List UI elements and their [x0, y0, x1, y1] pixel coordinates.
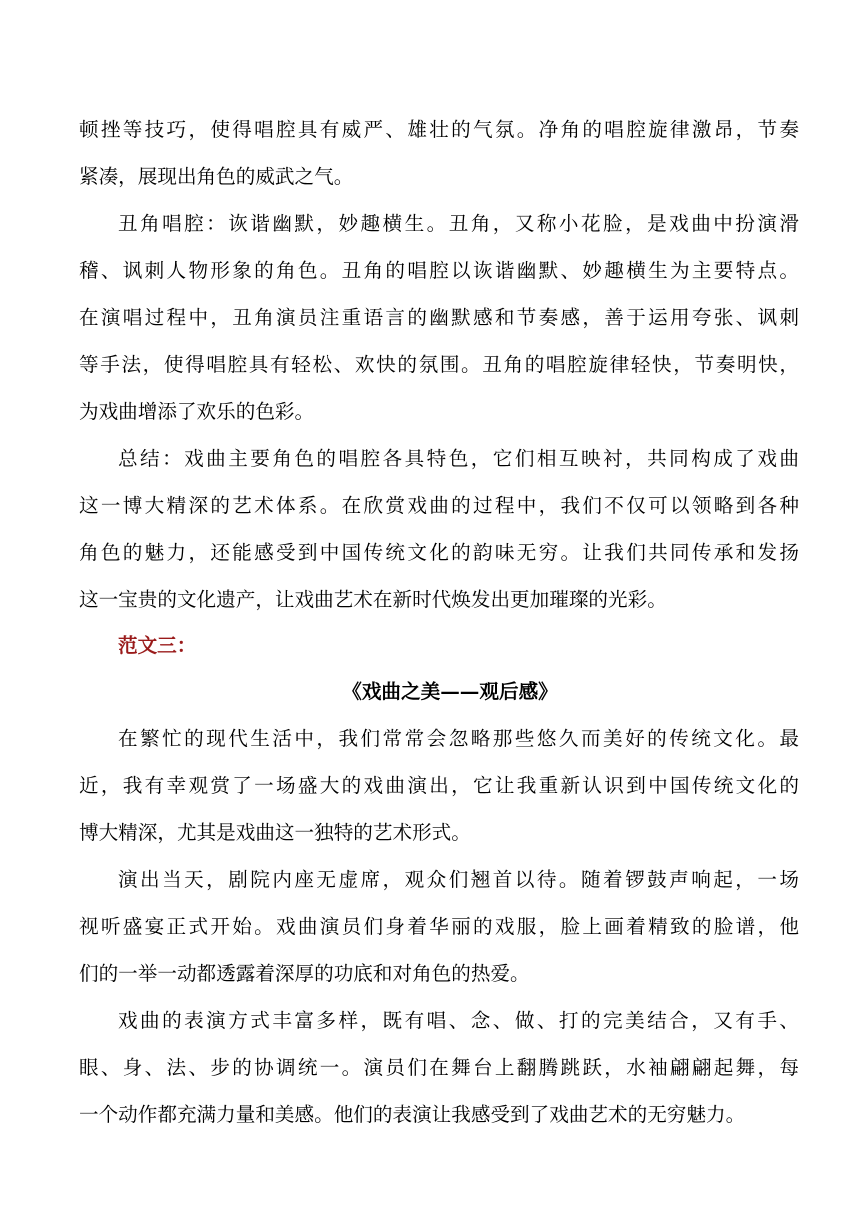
paragraph-2: [79, 856, 799, 997]
text-line: 这一宝贵的文化遗产，让戏曲艺术在新时代焕发出更加璀璨的光彩。: [79, 588, 667, 611]
text-line: 稽、讽刺人物形象的角色。丑角的唱腔以诙谐幽默、妙趣横生为主要特点。: [79, 259, 799, 282]
text-line: 在繁忙的现代生活中，我们常常会忽略那些悠久而美好的传统文化。最: [118, 727, 799, 750]
text-line: 这一博大精深的艺术体系。在欣赏戏曲的过程中，我们不仅可以领略到各种: [79, 494, 799, 517]
paragraph-summary: [79, 435, 799, 623]
text-line: 博大精深，尤其是戏曲这一独特的艺术形式。: [79, 821, 471, 844]
text-line: 为戏曲增添了欢乐的色彩。: [79, 400, 315, 423]
text-line: 一个动作都充满力量和美感。他们的表演让我感受到了戏曲艺术的无穷魅力。: [79, 1103, 746, 1126]
section-label: 范文三：: [118, 634, 197, 657]
text-line: 在演唱过程中，丑角演员注重语言的幽默感和节奏感，善于运用夸张、讽刺: [79, 306, 799, 329]
document-body: [79, 106, 799, 1138]
text-line: 总结：戏曲主要角色的唱腔各具特色，它们相互映衬，共同构成了戏曲: [118, 447, 799, 470]
paragraph-3: [79, 997, 799, 1138]
paragraph-chou-role: [79, 200, 799, 435]
text-line: 角色的魅力，还能感受到中国传统文化的韵味无穷。让我们共同传承和发扬: [79, 541, 799, 564]
text-line: 们的一举一动都透露着深厚的功底和对角色的热爱。: [79, 962, 530, 985]
text-line: 顿挫等技巧，使得唱腔具有威严、雄壮的气氛。净角的唱腔旋律激昂，节奏: [79, 118, 799, 141]
text-line: 演出当天，剧院内座无虚席，观众们翘首以待。随着锣鼓声响起，一场: [118, 868, 799, 891]
text-line: 视听盛宴正式开始。戏曲演员们身着华丽的戏服，脸上画着精致的脸谱，他: [79, 915, 799, 938]
text-line: 等手法，使得唱腔具有轻松、欢快的氛围。丑角的唱腔旋律轻快，节奏明快，: [79, 353, 799, 376]
essay-title: 《戏曲之美——观后感》: [342, 680, 558, 703]
text-line: 丑角唱腔：诙谐幽默，妙趣横生。丑角，又称小花脸，是戏曲中扮演滑: [118, 212, 799, 235]
text-line: 眼、身、法、步的协调统一。演员们在舞台上翻腾跳跃，水袖翩翩起舞，每: [79, 1056, 799, 1079]
paragraph-1: [79, 715, 799, 856]
text-line: 戏曲的表演方式丰富多样，既有唱、念、做、打的完美结合，又有手、: [118, 1009, 799, 1032]
paragraph-continuation: [79, 106, 799, 200]
text-line: 近，我有幸观赏了一场盛大的戏曲演出，它让我重新认识到中国传统文化的: [79, 774, 799, 797]
text-line: 紧凑，展现出角色的威武之气。: [79, 165, 354, 188]
